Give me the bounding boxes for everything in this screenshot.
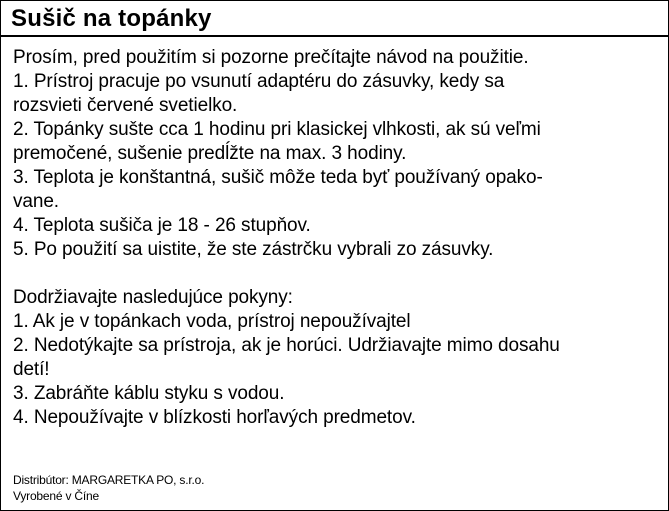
instruction-step-1-line-2: rozsvieti červené svetielko. [13,95,238,116]
label-footer [13,472,204,504]
instruction-step-2-line-2: premočené, sušenie predĺžte na max. 3 hodiny. [13,143,407,164]
warning-item-4: 4. Nepoužívajte v blízkosti horľavých predmetov. [13,407,416,428]
distributor-text: Distribútor: MARGARETKA PO, s.r.o. [13,473,205,487]
instruction-step-2-line-1: 2. Topánky sušte cca 1 hodinu pri klasickej vlhkosti, ak sú veľmi [13,119,541,140]
warning-item-1: 1. Ak je v topánkach voda, prístroj nepoužívajtel [13,311,411,332]
label-title: Sušič na topánky [1,1,668,37]
instruction-step-4: 4. Teplota sušiča je 18 - 26 stupňov. [13,215,311,236]
intro-text: Prosím, pred použitím si pozorne prečítajte návod na použitie. [13,47,529,68]
warning-item-3: 3. Zabráňte káblu styku s vodou. [13,383,285,404]
warning-item-2-line-1: 2. Nedotýkajte sa prístroja, ak je horúci. Udržiavajte mimo dosahu [13,335,560,356]
warnings-heading: Dodržiavajte nasledujúce pokyny: [13,287,293,308]
instruction-step-3-line-1: 3. Teplota je konštantná, sušič môže teda byť používaný opako- [13,167,543,188]
label-body [13,46,663,430]
instruction-step-5: 5. Po použití sa uistite, že ste zástrčku vybrali zo zásuvky. [13,239,494,260]
origin-text: Vyrobené v Číne [13,489,99,503]
instruction-step-3-line-2: vane. [13,191,59,212]
instruction-step-1-line-1: 1. Prístroj pracuje po vsunutí adaptéru do zásuvky, kedy sa [13,71,505,92]
warning-item-2-line-2: detí! [13,359,50,380]
section-spacer [13,262,663,286]
